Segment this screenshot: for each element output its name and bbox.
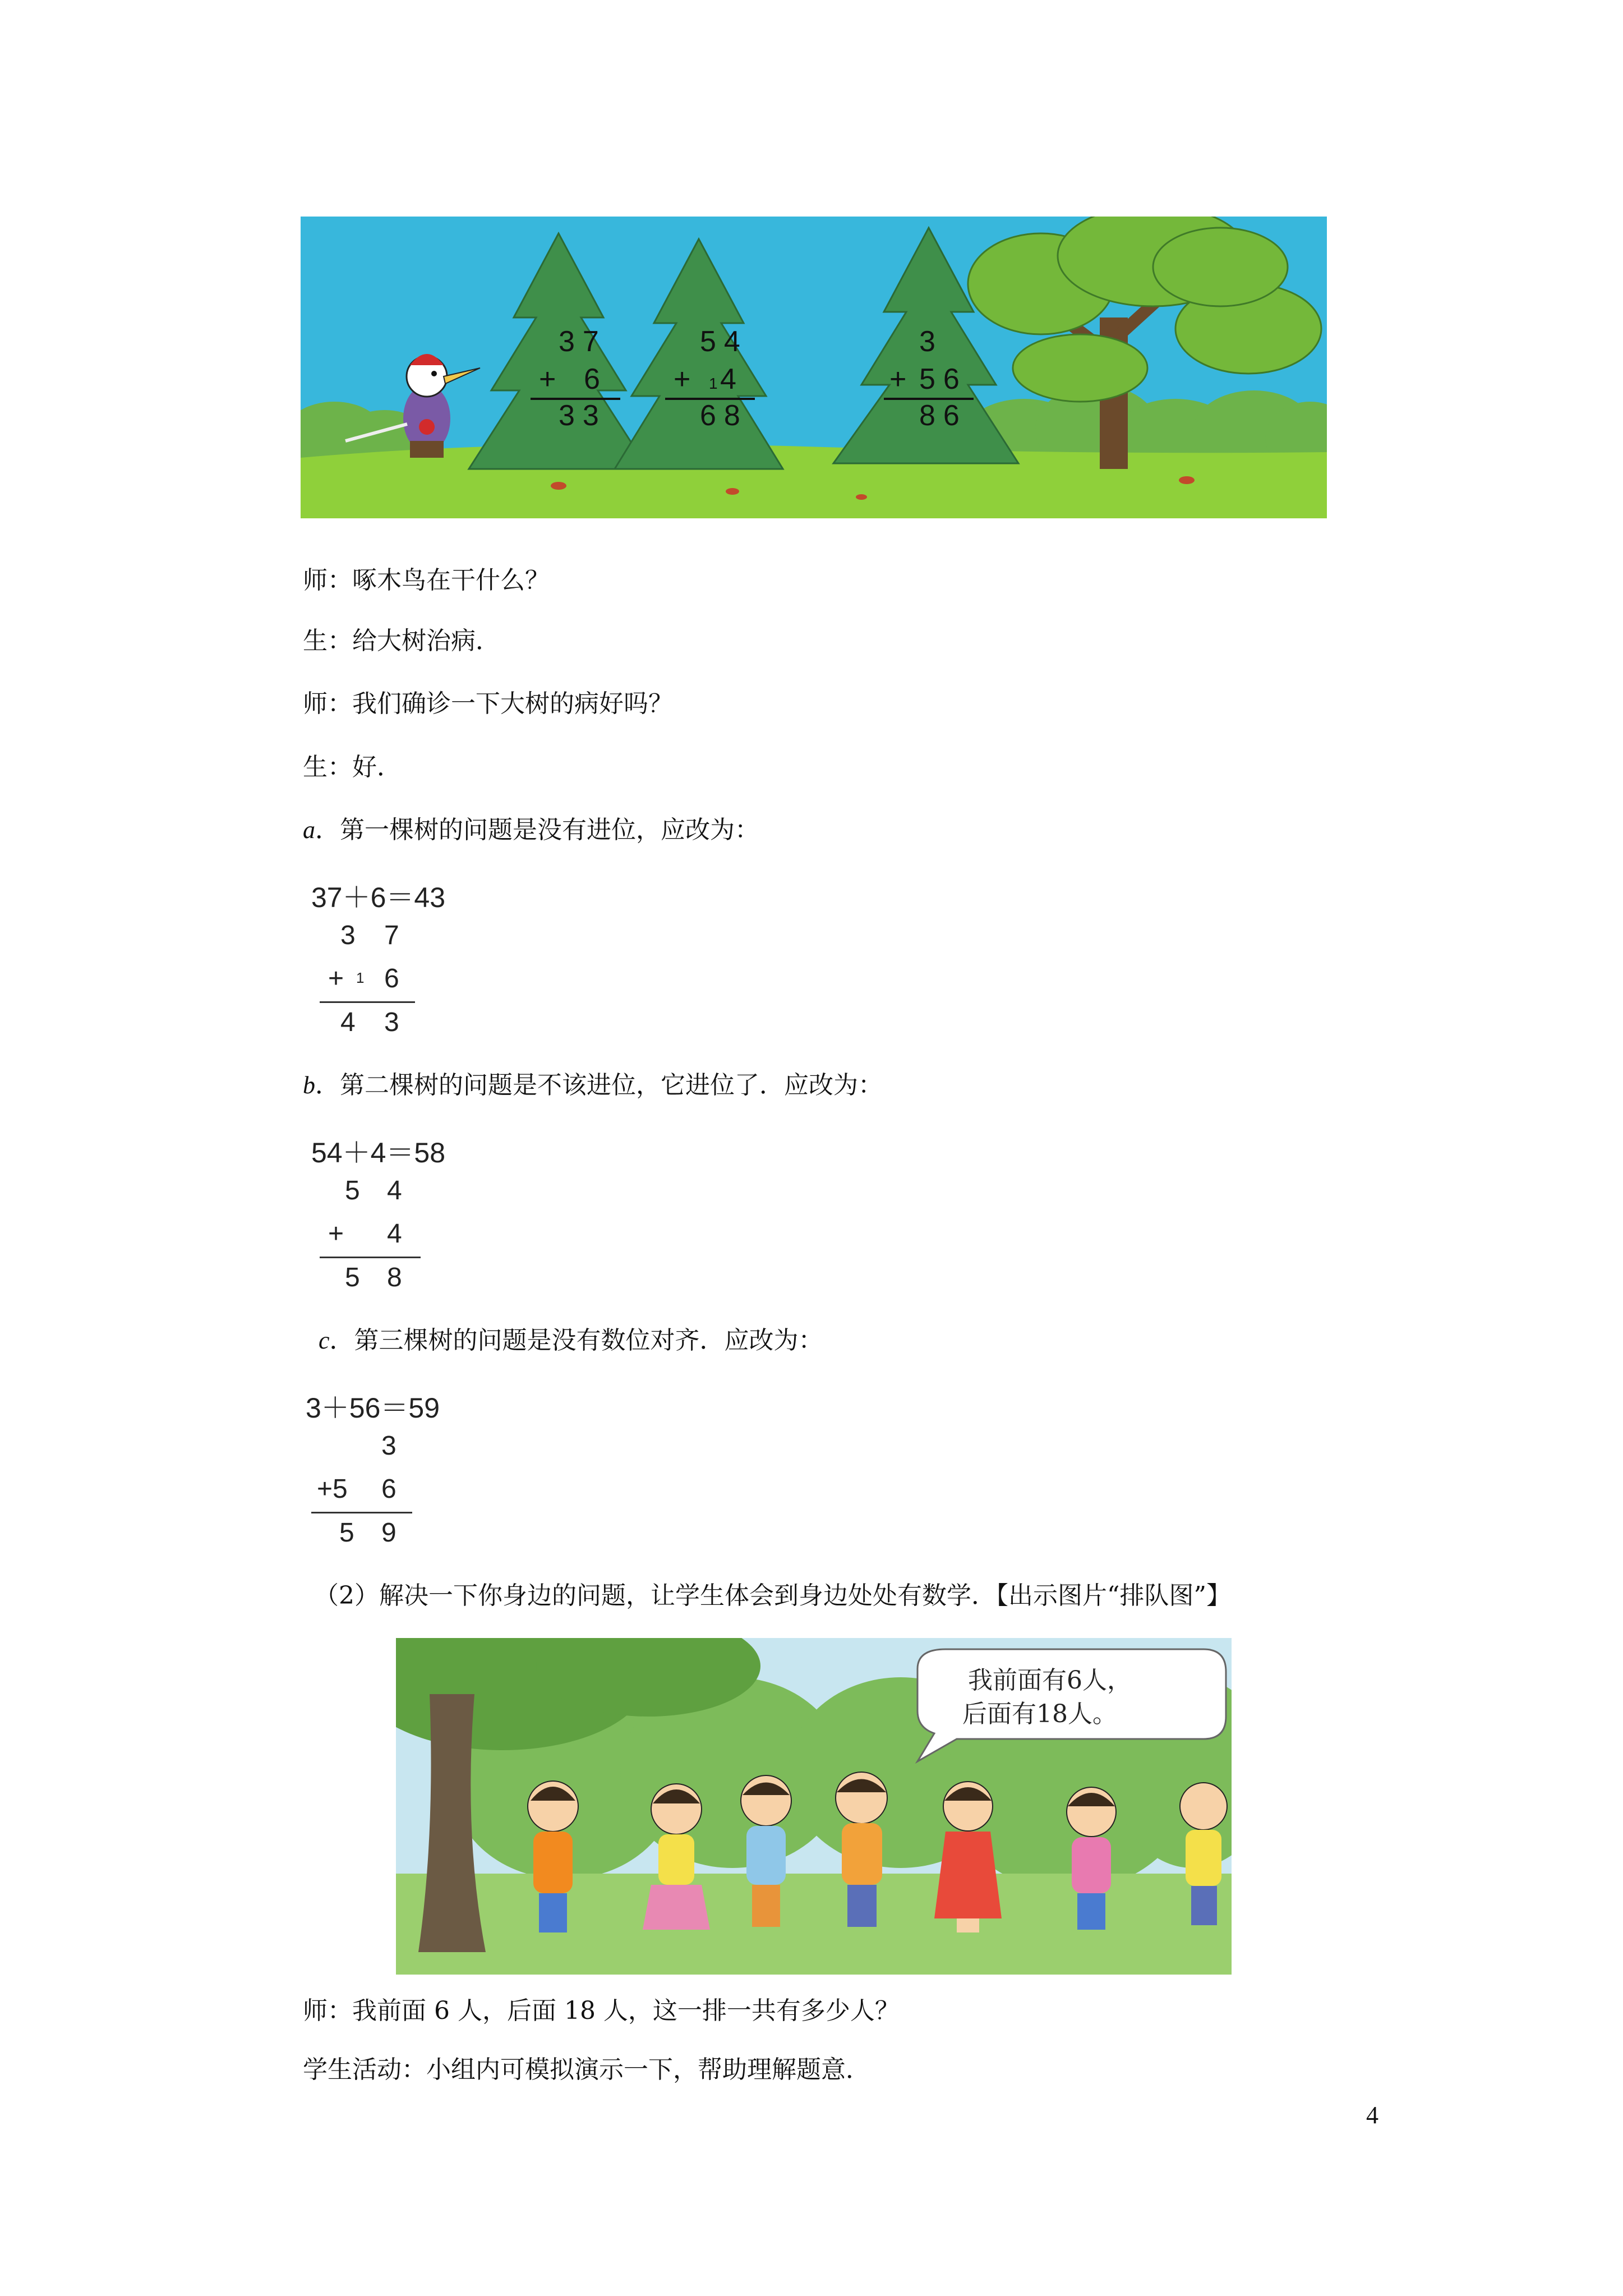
problem-a-text: ．第一棵树的问题是没有进位，应改为：	[315, 816, 759, 844]
utterance: 好．	[352, 753, 402, 781]
woodpecker-scene-svg	[301, 217, 1327, 518]
queue-illustration	[396, 1638, 1232, 1975]
sum-rule	[320, 1001, 415, 1003]
utterance: 啄木鸟在干什么？	[352, 566, 550, 595]
tree3-top: 3	[919, 325, 935, 358]
problem-b-heading	[303, 1069, 883, 1102]
tree2-carry: 1	[709, 375, 718, 392]
tree2-top: 54	[700, 325, 748, 358]
problem-a-heading	[303, 813, 759, 847]
digit: 4	[387, 1219, 402, 1249]
digit: 9	[381, 1518, 396, 1548]
digit: 4	[340, 1007, 356, 1037]
tree1-result: 33	[559, 399, 607, 432]
dialogue-line-2	[303, 624, 500, 658]
utterance: 小组内可模拟演示一下，帮助理解题意．	[426, 2055, 870, 2084]
digit: 8	[387, 1263, 402, 1292]
problem-a-calculation	[311, 875, 457, 1043]
tree1-bottom: 6	[584, 363, 600, 395]
digit: 3	[381, 1431, 396, 1461]
digit: 5	[345, 1176, 360, 1205]
problem-b-text: ．第二棵树的问题是不该进位，它进位了．应改为：	[315, 1071, 883, 1099]
speaker: 生：	[303, 753, 352, 781]
problem-a-label: a	[303, 816, 315, 844]
plus-sign: +	[328, 964, 344, 993]
problem-c-text: ．第三棵树的问题是没有数位对齐．应改为：	[329, 1326, 823, 1355]
bubble-line-2: 后面有18人。	[962, 1700, 1117, 1728]
tree3-op: +	[889, 363, 907, 395]
dialogue-line-3	[303, 687, 673, 721]
problem-b-label: b	[303, 1071, 315, 1099]
utterance: 我前面 6 人，后面 18 人，这一排一共有多少人？	[352, 1996, 900, 2025]
utterance: 我们确诊一下大树的病好吗？	[352, 689, 673, 718]
speaker: 师：	[303, 689, 352, 718]
digit: 5	[345, 1263, 360, 1292]
tree2-op: +	[674, 363, 691, 395]
speaker: 学生活动：	[303, 2055, 426, 2084]
dialogue-line-4	[303, 751, 402, 784]
equation: 54＋4＝58	[311, 1137, 446, 1168]
problem-c-heading	[303, 1324, 823, 1358]
digit: 5	[339, 1518, 354, 1548]
speaker: 师：	[303, 1996, 352, 2025]
problem-b-calculation	[311, 1130, 457, 1299]
digit: 6	[381, 1474, 396, 1504]
digit: 7	[384, 921, 399, 950]
plus-and-tens-digit: +5	[317, 1474, 348, 1504]
tree1-top: 37	[559, 325, 607, 358]
section-2-heading: （2）解决一下你身边的问题，让学生体会到身边处处有数学．【出示图片“排队图”】	[314, 1581, 1231, 1610]
carry-mark: 1	[356, 969, 365, 986]
queue-scene-svg	[396, 1638, 1232, 1975]
tree3-result: 86	[919, 399, 967, 432]
speaker: 生：	[303, 627, 352, 655]
utterance: 给大树治病．	[352, 627, 500, 655]
equation: 3＋56＝59	[306, 1392, 440, 1424]
dialogue-line-1	[303, 564, 550, 597]
equation: 37＋6＝43	[311, 882, 446, 913]
bubble-line-1: 我前面有6人，	[968, 1666, 1132, 1695]
woodpecker-trees-illustration	[301, 217, 1327, 518]
plus-sign: +	[328, 1219, 344, 1249]
sum-rule	[311, 1512, 412, 1513]
tree2-result: 68	[700, 399, 748, 432]
digit: 3	[384, 1007, 399, 1037]
closing-line-2	[303, 2053, 870, 2087]
closing-line-1	[303, 1994, 900, 2028]
sum-rule	[320, 1257, 421, 1258]
problem-c-label: c	[318, 1327, 330, 1354]
digit: 3	[340, 921, 356, 950]
digit: 6	[384, 964, 399, 993]
digit: 4	[387, 1176, 402, 1205]
kid	[934, 1782, 1002, 1932]
tree2-bottom: 4	[720, 363, 736, 395]
tree1-op: +	[539, 363, 556, 395]
page-number: 4	[1366, 2101, 1378, 2129]
speaker: 师：	[303, 566, 352, 595]
problem-c-calculation	[306, 1386, 451, 1554]
tree3-bottom: 56	[919, 363, 967, 395]
